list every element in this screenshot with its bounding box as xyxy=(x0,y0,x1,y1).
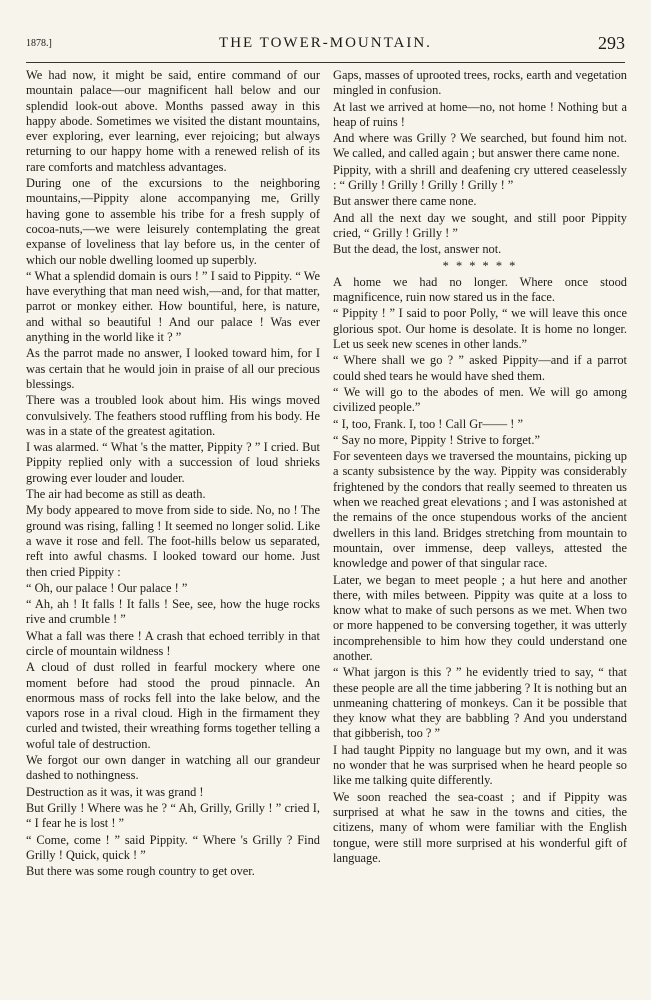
paragraph: “ We will go to the abodes of men. We will go among civilized people.” xyxy=(333,384,627,415)
paragraph: I was alarmed. “ What 's the matter, Pippity ? ” I cried. But Pippity replied only with a succession of loud shrieks growing ever louder and louder. xyxy=(26,440,320,485)
running-title: THE TOWER-MOUNTAIN. xyxy=(219,35,432,51)
paragraph: And where was Grilly ? We searched, but found him not. We called, and called again ; but answer there came none. xyxy=(333,131,627,161)
paragraph: Later, we began to meet people ; a hut here and another there, with miles between. Pippity was quite at a loss to know what to make of such persons as we met. When two or more happened to be conversing together, it was utterly incomprehensible to him how they could understand one another. xyxy=(333,572,627,663)
issue-date: 1878.] xyxy=(26,38,52,49)
paragraph: “ Pippity ! ” I said to poor Polly, “ we will leave this once glorious spot. Our home is desolate. It is home no longer. Let us seek new scenes in other lands.” xyxy=(333,306,627,352)
paragraph: “ Say no more, Pippity ! Strive to forget.” xyxy=(333,432,540,447)
paragraph: “ Come, come ! ” said Pippity. “ Where 's Grilly ? Find Grilly ! Quick, quick ! ” xyxy=(26,832,320,862)
paragraph: Destruction as it was, it was grand ! xyxy=(26,784,204,799)
paragraph: There was a troubled look about him. His wings moved convulsively. The feathers stood ruffling from his body. He was in a state of the greatest agitation. xyxy=(26,393,320,438)
paragraph: “ I, too, Frank. I, too ! Call Gr—— ! ” xyxy=(333,416,523,431)
paragraph: What a fall was there ! A crash that echoed terribly in that circle of mountain wildness ! xyxy=(26,628,320,658)
left-column xyxy=(26,68,320,879)
paragraph: A home we had no longer. Where once stood magnificence, ruin now stared us in the face. xyxy=(333,274,627,305)
header-rule xyxy=(26,62,625,63)
paragraph: Gaps, masses of uprooted trees, rocks, earth and vegetation mingled in confusion. xyxy=(333,68,627,98)
right-column xyxy=(333,68,627,866)
paragraph: “ Where shall we go ? ” asked Pippity—and if a parrot could shed tears he would have shed them. xyxy=(333,353,627,383)
paragraph: My body appeared to move from side to side. No, no ! The ground was rising, falling ! It seemed no longer solid. Like a wave it rose and fell. The foot-hills below us separated, reft into awful chasms. I looked toward our home. Just then cried Pippity : xyxy=(26,503,320,579)
paragraph: We had now, it might be said, entire command of our mountain palace—our magnificent hall below and our splendid look-out above. Months passed away in this happy abode. Sometimes we visited the distant mountains, ever exploring, ever learning, ever rejoicing; but always returning to our happy home with a renewed relish of its rare comforts and matchless advantages. xyxy=(26,68,320,174)
paragraph: “ What a splendid domain is ours ! ” I said to Pippity. “ We have everything that man need wish,—and, for that matter, parrot or monkey either. How bountiful, here, is nature, and withal so beautiful ! And our palace ! Was ever anything in the world like it ? ” xyxy=(26,268,320,345)
paragraph: During one of the excursions to the neighboring mountains,—Pippity alone accompanying me, Grilly having gone to assemble his tribe for a fresh supply of cocoa-nuts,—we were leisurely contemplating the great expanse of loveliness that lay before us, in the center of which our noble dwelling loomed up superbly. xyxy=(26,176,320,267)
paragraph: “ What jargon is this ? ” he evidently tried to say, “ that these people are all the time jabbering ? It is nothing but an unmeaning chattering of monkeys. Can it be possible that they know what they are babbling ? And you understand that gibberish, too ? ” xyxy=(333,665,627,741)
paragraph: A cloud of dust rolled in fearful mockery where one moment before had stood the proud pinnacle. An enormous mass of rocks fell into the lake below, and the vapors rose in a rival cloud. High in the firmament they curled and twisted, their wreathing forms together telling a woful tale of destruction. xyxy=(26,660,320,751)
paragraph: “ Ah, ah ! It falls ! It falls ! See, see, how the huge rocks rive and crumble ! ” xyxy=(26,597,320,627)
paragraph: But there was some rough country to get over. xyxy=(26,864,255,879)
section-break-asterisks: * * * * * * xyxy=(442,258,518,273)
paragraph: And all the next day we sought, and still poor Pippity cried, “ Grilly ! Grilly ! ” xyxy=(333,210,627,240)
paragraph: But answer there came none. xyxy=(333,194,477,209)
paragraph: We soon reached the sea-coast ; and if Pippity was surprised at what he saw in the towns and cities, the citizens, many of whom were familiar with the English tongue, were still more surprised at his wonderful gift of language. xyxy=(333,789,627,865)
paragraph: For seventeen days we traversed the mountains, picking up a scanty subsistence by the way. Pippity was considerably frightened by the condors that really seemed to threaten us when we reached great elevations ; and I was astonished at the remains of the once stupendous works of the ancient dwellers in this land. Bridges stretching from mountain to mountain, over immense, deep valleys, attested the knowledge and power of that singular race. xyxy=(333,449,627,571)
paragraph: At last we arrived at home—no, not home ! Nothing but a heap of ruins ! xyxy=(333,99,627,129)
paragraph: As the parrot made no answer, I looked toward him, for I was certain that he would join in praise of all our precious blessings. xyxy=(26,346,320,391)
paragraph: But Grilly ! Where was he ? “ Ah, Grilly, Grilly ! ” cried I, “ I fear he is lost ! ” xyxy=(26,800,320,831)
paragraph: Pippity, with a shrill and deafening cry uttered ceaselessly : “ Grilly ! Grilly ! Grilly ! Grilly ! ” xyxy=(333,162,627,193)
running-header xyxy=(26,34,625,56)
paragraph: “ Oh, our palace ! Our palace ! ” xyxy=(26,580,188,595)
paragraph: The air had become as still as death. xyxy=(26,487,206,502)
paragraph: I had taught Pippity no language but my own, and it was no wonder that he was surprised when he heard people so like me talking quite differently. xyxy=(333,742,627,788)
page-number: 293 xyxy=(598,33,625,53)
paragraph: We forgot our own danger in watching all our grandeur dashed to nothingness. xyxy=(26,753,320,783)
paragraph: But the dead, the lost, answer not. xyxy=(333,242,502,257)
